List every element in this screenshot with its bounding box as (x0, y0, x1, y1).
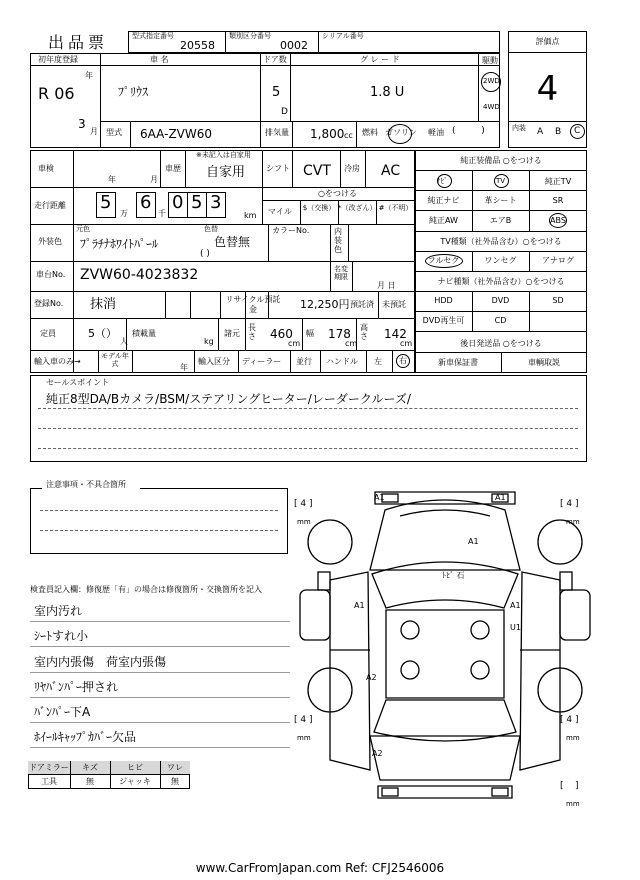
sales-point-text: 純正8型DA/Bカメラ/BSM/ステアリングヒーター/レーダークルーズ/ (46, 392, 411, 406)
tamper-label: *（改ざん） (338, 204, 377, 212)
length-value: 460 (270, 327, 293, 341)
equip-abs: ABS (550, 216, 566, 225)
chassis-label: 車台No. (36, 270, 66, 279)
height-unit: cm (400, 339, 413, 348)
genuine-equipment-label: 純正装備品 ○をつける (460, 156, 542, 165)
equip-genuine-navi: 純正ナビ (427, 196, 460, 205)
interior-color-label: 内装色 (334, 227, 342, 254)
mileage-digit-2: 6 (140, 192, 152, 213)
navi-cd: CD (494, 316, 507, 325)
capacity-unit: 人 (120, 337, 128, 346)
navi-type-label: ナビ種類（社外品含む）○をつける (437, 277, 565, 286)
door-type: D (281, 107, 288, 117)
recycle-label: リサイクル預託金 (225, 295, 281, 314)
color-value: ﾌﾟﾗﾁﾅﾎﾜｲﾄﾊﾟｰﾙ (80, 237, 159, 251)
note-line-3: 室内内張傷 荷室内張傷 (34, 655, 167, 669)
later-warranty: 新車保証書 (438, 358, 478, 367)
mark-left-door: A1 (354, 601, 365, 610)
name-change-label: 名変期限 (334, 265, 348, 281)
tv-type-label: TV種類（社外品含む）○をつける (440, 237, 562, 246)
inspection-label: 車検 (38, 164, 54, 173)
drive-label: 駆動 (482, 56, 498, 65)
mark-right-door: A1 (510, 601, 521, 610)
ac-label: 冷房 (344, 164, 360, 173)
right-side (520, 572, 560, 770)
chassis-value: ZVW60-4023832 (80, 267, 199, 283)
mileage-label: 走行距離 (34, 201, 66, 210)
load-label: 積載量 (132, 329, 156, 338)
mileage-circle-note: ○をつける (318, 189, 357, 198)
parallel-option: 並行 (296, 357, 312, 366)
car-name-label: 車 名 (150, 55, 169, 64)
month-unit: 月 (90, 127, 98, 136)
note-line-1: 室内汚れ (34, 604, 83, 618)
model-year-label: モデル年式 (101, 352, 129, 368)
tv-analog: アナログ (542, 256, 574, 265)
tire-depth-spare: [ ] (560, 781, 579, 791)
later-manual: 車輌取説 (528, 358, 560, 367)
recycle-status: 預託済 (350, 300, 374, 309)
equip-sr: SR (552, 196, 564, 205)
notes-label: 注意事項・不具合箇所 (46, 480, 126, 489)
equip-tv: TV (496, 177, 506, 185)
type-cert-label: 型式指定番号 (132, 32, 174, 40)
car-name: ﾌﾟﾘｳｽ (118, 85, 149, 99)
tire-depth-rl: [ 4 ] (294, 715, 313, 725)
mark-rear-bumper: A2 (372, 749, 383, 758)
tire-mm-fl: mm (297, 518, 311, 526)
tools-value-4: 無 (171, 777, 179, 786)
capacity-value: 5（） (88, 327, 117, 340)
navi-sd: SD (552, 296, 564, 305)
mileage-digit-4: 5 (191, 192, 203, 213)
tools-header-3: ヒビ (127, 763, 143, 772)
reg-value: 抹消 (90, 297, 117, 312)
mark-right-rear: U1 (510, 623, 521, 632)
navi-dvd: DVD (491, 296, 510, 305)
shift-value: CVT (303, 163, 331, 179)
first-reg-month: 3 (78, 117, 86, 131)
import-class-label: 輸入区分 (198, 357, 230, 366)
displacement-value: 1,800 (310, 127, 345, 141)
grade-name-label: グ レ ー ド (360, 55, 400, 64)
mark-hood: A1 (468, 537, 479, 546)
color-no-label: カラーNo. (272, 226, 310, 235)
unknown-label: #（不明） (378, 204, 413, 212)
drive-4wd: 4WD (483, 103, 500, 111)
length-unit: cm (288, 339, 301, 348)
oil-label: 軽油 (428, 128, 444, 137)
width-unit: cm (345, 339, 358, 348)
color-label: 外装色 (38, 237, 62, 246)
insp-year: 年 (108, 175, 116, 184)
class-value: 0002 (280, 39, 308, 52)
year-unit: 年 (85, 71, 93, 80)
front-right-wheel (538, 520, 582, 564)
equip-navi: ﾅﾋﾞ (437, 177, 448, 185)
mile-label: マイル (268, 207, 292, 216)
width-value: 178 (328, 327, 351, 341)
ac-value: AC (381, 163, 401, 179)
doors-label: ドア数 (263, 55, 287, 64)
mark-front-bumper: A1 (374, 493, 385, 502)
tire-mm-spare: mm (566, 800, 580, 808)
import-label: 輸入車のみ→ (34, 357, 81, 366)
sales-point-label: セールスポイント (46, 378, 110, 387)
usage-note: ※未記入は自家用 (196, 151, 251, 159)
type-cert-value: 20558 (180, 39, 215, 52)
length-label: 長さ (248, 323, 256, 341)
grade-name: 1.8 U (370, 85, 405, 100)
interior-b: B (555, 127, 562, 137)
inspector-label: 検査員記入欄：修復歴「有」の場合は修復箇所・交換箇所を記入 (30, 585, 262, 594)
tire-mm-fr: mm (566, 518, 580, 526)
tire-depth-fr: [ 4 ] (560, 499, 579, 509)
equip-aw: 純正AW (429, 216, 458, 225)
trunk (370, 736, 520, 780)
mileage-sen: 千 (158, 209, 166, 218)
usage-label: 車歴 (165, 164, 181, 173)
car-damage-diagram (290, 480, 600, 810)
first-reg-era: R 06 (38, 84, 75, 103)
rear-window (374, 700, 516, 741)
notes-box (30, 488, 288, 554)
equip-leather: 革シート (484, 196, 517, 205)
usage-value: 自家用 (206, 165, 246, 180)
footer-watermark: www.CarFromJapan.com Ref: CFJ2546006 (195, 861, 445, 875)
tools-header-1: ドアミラー (29, 763, 69, 772)
oil-paren: ( ) (452, 126, 485, 136)
note-line-5: ﾊﾞﾝﾊﾟｰ下A (34, 705, 91, 719)
grade-value: 4 (536, 69, 559, 109)
color-paren: ( ) (200, 249, 210, 259)
tire-depth-rr: [ 4 ] (560, 715, 579, 725)
recycle-status2: 未預託 (382, 300, 406, 309)
model-value: 6AA-ZVW60 (140, 127, 213, 141)
mileage-digit-5: 3 (210, 192, 222, 213)
note-line-4: ﾘﾔﾊﾞﾝﾊﾟｰ押され (34, 680, 119, 694)
windshield (372, 562, 518, 608)
mileage-man: 万 (120, 209, 128, 218)
handle-label: ハンドル (326, 357, 358, 366)
class-label: 類別区分番号 (229, 32, 271, 40)
interior-label: 内装 (512, 124, 526, 132)
interior-c: C (574, 126, 581, 136)
mark-windshield: ﾄﾋﾞ 石 (442, 571, 465, 580)
serial-label: シリアル番号 (322, 32, 364, 40)
dims-label: 諸元 (224, 329, 240, 338)
note-line-2: ｼｰﾄすれ小 (34, 629, 89, 643)
handle-right: 右 (399, 356, 407, 365)
dealer-option: ディーラー (242, 357, 282, 366)
tire-depth-fl: [ 4 ] (294, 499, 313, 509)
interior-a: A (537, 127, 544, 137)
tire-mm-rr: mm (566, 734, 580, 742)
navi-dvd-play: DVD再生可 (422, 316, 465, 325)
mark-front-bumper-r: A1 (495, 493, 506, 502)
model-year-unit: 年 (180, 363, 188, 372)
shift-label: シフト (266, 164, 290, 173)
color-code-label: 色替 (204, 225, 218, 233)
fuel-label: 燃料 (362, 128, 378, 137)
navi-hdd: HDD (434, 296, 453, 305)
fuel-value: ガソリン (385, 128, 417, 137)
mileage-digit-3: 0 (172, 192, 184, 213)
first-reg-label: 初年度登録 (38, 55, 78, 64)
tools-header-4: ワレ (167, 763, 183, 772)
tools-value-3: ジャッキ (119, 777, 151, 786)
name-change-date: 月 日 (377, 281, 396, 290)
load-unit: kg (204, 337, 214, 346)
mark-left-rear: A2 (366, 673, 377, 682)
original-color-label: 元色 (76, 225, 90, 233)
drive-2wd: 2WD (483, 77, 500, 85)
height-label: 高さ (360, 323, 368, 341)
page-title: 出品票 (48, 33, 109, 52)
equip-airbag: エアB (489, 216, 512, 225)
mileage-km: km (244, 211, 257, 220)
displacement-label: 排気量 (265, 128, 289, 137)
equip-genuine-tv: 純正TV (544, 177, 572, 186)
model-label: 型式 (106, 128, 122, 137)
doors-value: 5 (272, 85, 281, 100)
later-shipping-label: 後日発送品 ○をつける (460, 339, 542, 348)
exchange-label: $（交換） (302, 204, 336, 212)
grade-label: 評価点 (535, 37, 560, 46)
tools-header-2: キズ (82, 763, 98, 772)
cc-unit: cc (344, 131, 353, 140)
width-label: 幅 (306, 329, 314, 338)
capacity-label: 定員 (40, 329, 56, 338)
tire-mm-rl: mm (297, 734, 311, 742)
recycle-value: 12,250円 (300, 298, 350, 311)
insp-month: 月 (150, 175, 158, 184)
tools-value-1: 工具 (41, 777, 57, 786)
note-line-6: ﾎｲｰﾙｷｬｯﾌﾟｶﾊﾞｰ欠品 (34, 730, 137, 744)
reg-label: 登録No. (34, 299, 64, 308)
tv-fullseg: フルセグ (427, 256, 460, 265)
color-change: 色替無 (214, 235, 251, 249)
tools-value-2: 無 (86, 777, 94, 786)
front-left-wheel (308, 520, 352, 564)
height-value: 142 (384, 327, 407, 341)
tv-oneseg: ワンセグ (484, 256, 517, 265)
mileage-digit-1: 5 (100, 192, 112, 213)
handle-left: 左 (374, 357, 382, 366)
